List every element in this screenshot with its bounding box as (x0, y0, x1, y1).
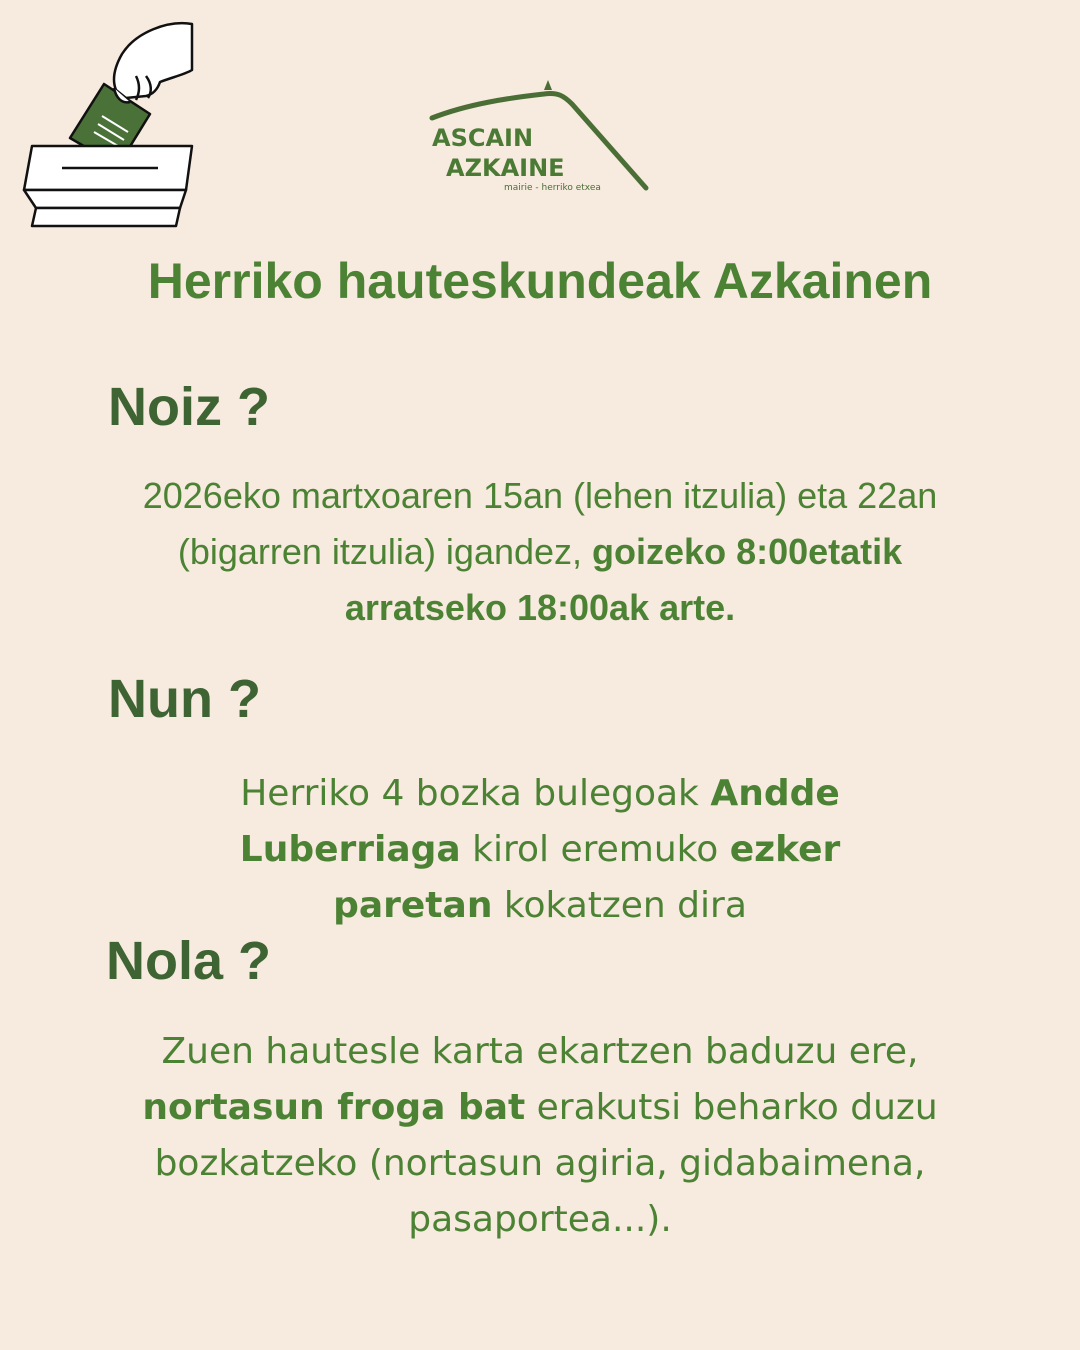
nola-text-plain-1: Zuen hautesle karta ekartzen baduzu ere, (161, 1031, 919, 1072)
heading-nun: Nun ? (108, 669, 261, 729)
nun-text-plain-2: kirol eremuko (460, 829, 730, 870)
nola-text-bold-1: nortasun froga bat (142, 1087, 526, 1128)
heading-nola: Nola ? (106, 931, 272, 991)
ballot-box-icon (18, 18, 198, 233)
nun-text-plain-1: Herriko 4 bozka bulegoak (240, 773, 711, 814)
logo-line-ascain: ASCAIN (432, 124, 534, 152)
nun-text-plain-3: kokatzen dira (492, 885, 747, 926)
logo-line-azkaine: AZKAINE (446, 154, 565, 182)
nun-text-bold-1: Andde Luberriaga (239, 773, 840, 870)
page-title: Herriko hauteskundeak Azkainen (147, 253, 933, 309)
noiz-text-plain: 2026eko martxoaren 15an (lehen itzulia) eta 22an (bigarren itzulia) igandez, (142, 475, 938, 572)
nun-text (180, 766, 900, 934)
ascain-azkaine-logo (428, 76, 658, 198)
heading-noiz: Noiz ? (108, 377, 270, 437)
nola-text-plain-2: erakutsi beharko duzu bozkatzeko (nortasun agiria, gidabaimena, pasaportea...). (154, 1087, 938, 1240)
noiz-text (120, 468, 960, 636)
logo-tagline: mairie - herriko etxea (504, 183, 601, 193)
noiz-text-bold: goizeko 8:00etatik arratseko 18:00ak arte. (344, 531, 903, 628)
nola-text (100, 1024, 980, 1248)
nun-text-bold-2: ezker paretan (333, 829, 841, 926)
